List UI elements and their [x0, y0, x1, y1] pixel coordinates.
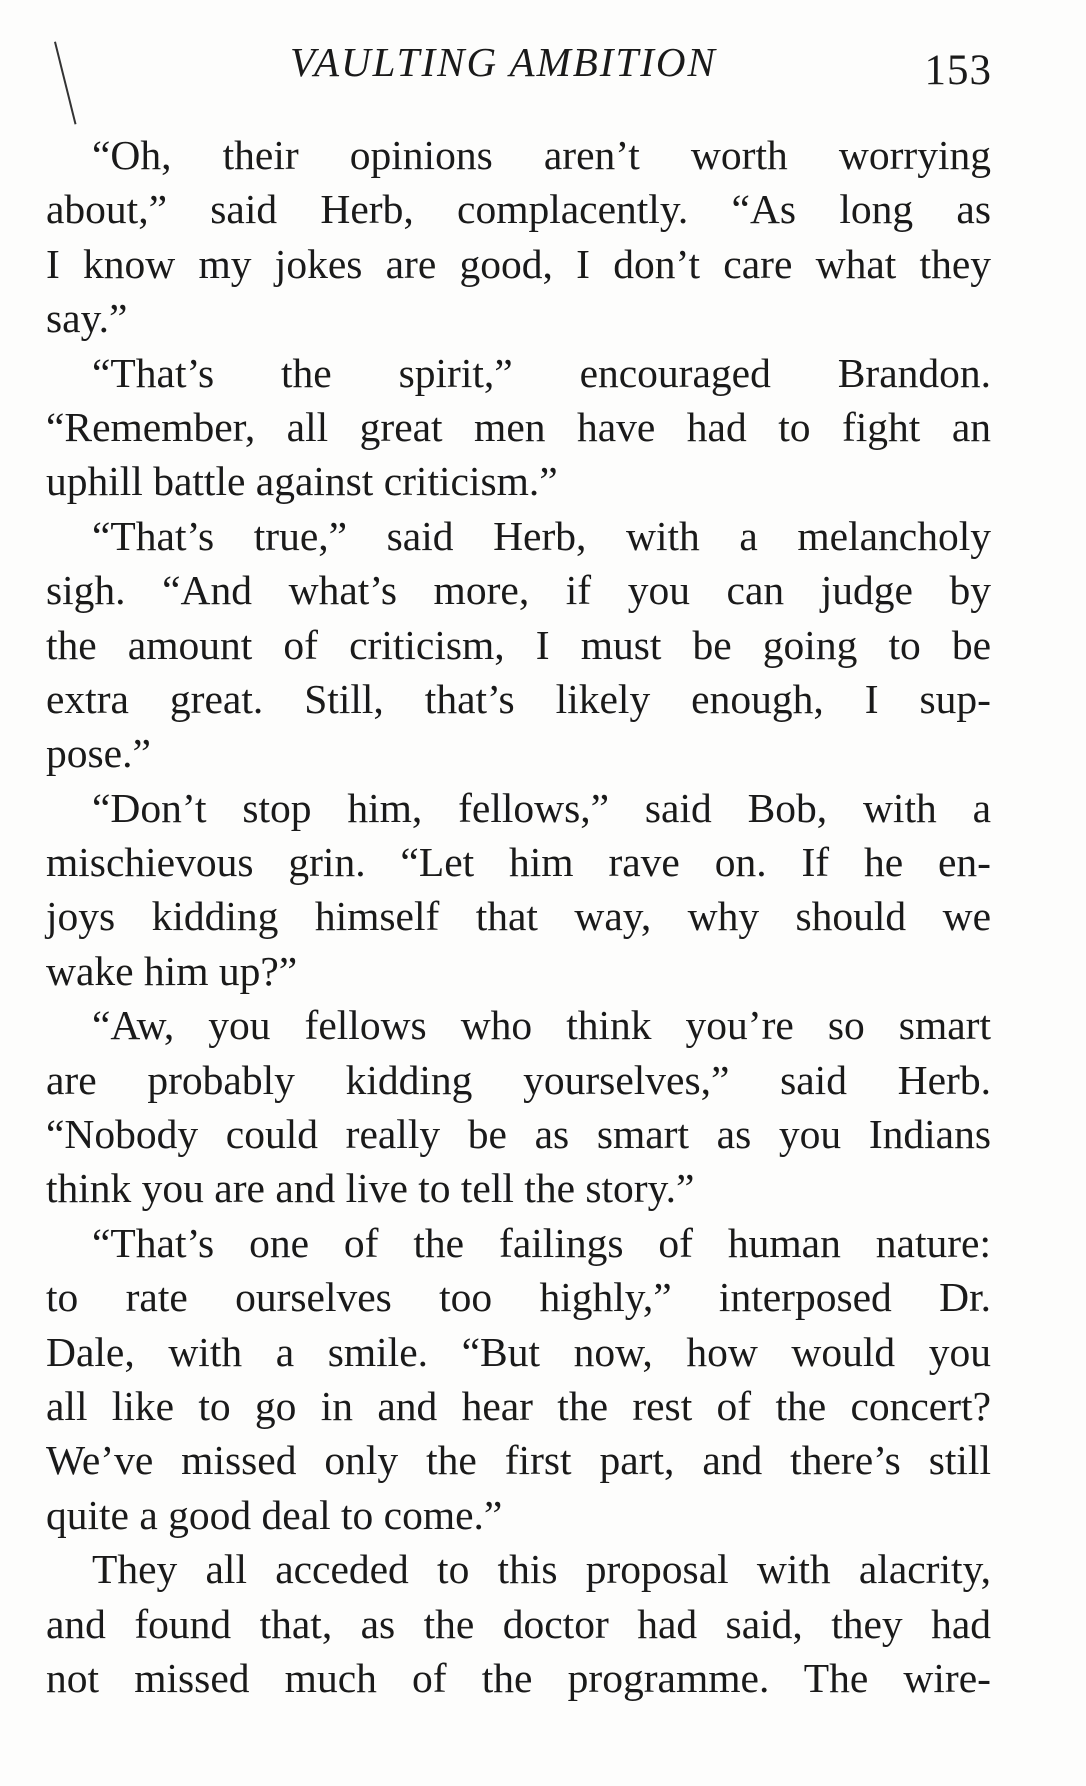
text-line: “Remember, all great men have had to fight an: [46, 403, 991, 450]
text-line: mischievous grin. “Let him rave on. If he en-: [46, 839, 991, 886]
text-line: all like to go in and hear the rest of the concert?: [46, 1382, 991, 1429]
text-line: They all acceded to this proposal with alacrity,: [92, 1546, 991, 1593]
text-line: not missed much of the programme. The wire-: [46, 1654, 991, 1701]
text-line: and found that, as the doctor had said, they had: [46, 1600, 991, 1647]
text-line: I know my jokes are good, I don’t care what they: [46, 240, 991, 287]
text-line: “Nobody could really be as smart as you Indians: [46, 1111, 991, 1158]
text-line: quite a good deal to come.”: [46, 1491, 503, 1538]
text-line: extra great. Still, that’s likely enough, I sup-: [46, 675, 991, 722]
text-line: We’ve missed only the first part, and there’s still: [46, 1437, 991, 1484]
page-number: 153: [924, 47, 992, 94]
running-title: VAULTING AMBITION: [290, 39, 717, 85]
text-line: “That’s the spirit,” encouraged Brandon.: [92, 349, 991, 396]
text-line: the amount of criticism, I must be going to be: [46, 621, 991, 668]
text-line: are probably kidding yourselves,” said Herb.: [46, 1056, 991, 1103]
text-line: joys kidding himself that way, why should we: [46, 893, 991, 940]
text-line: think you are and live to tell the story.”: [46, 1165, 695, 1212]
text-line: “That’s true,” said Herb, with a melancholy: [92, 512, 991, 559]
text-line: Dale, with a smile. “But now, how would you: [46, 1328, 991, 1375]
text-line: wake him up?”: [46, 947, 298, 994]
text-line: “Don’t stop him, fellows,” said Bob, with a: [92, 784, 991, 831]
margin-pencil-mark: [54, 42, 77, 125]
text-line: sigh. “And what’s more, if you can judge by: [46, 567, 991, 614]
text-line: to rate ourselves too highly,” interposed Dr.: [46, 1274, 991, 1321]
text-line: pose.”: [46, 730, 151, 777]
text-line: “That’s one of the failings of human nature:: [92, 1219, 991, 1266]
text-line: “Aw, you fellows who think you’re so smart: [92, 1002, 991, 1049]
text-line: “Oh, their opinions aren’t worth worrying: [92, 132, 991, 178]
text-line: about,” said Herb, complacently. “As long as: [46, 186, 991, 233]
body-text: [46, 128, 991, 1705]
text-line: uphill battle against criticism.”: [46, 458, 558, 505]
text-line: say.”: [46, 295, 128, 342]
